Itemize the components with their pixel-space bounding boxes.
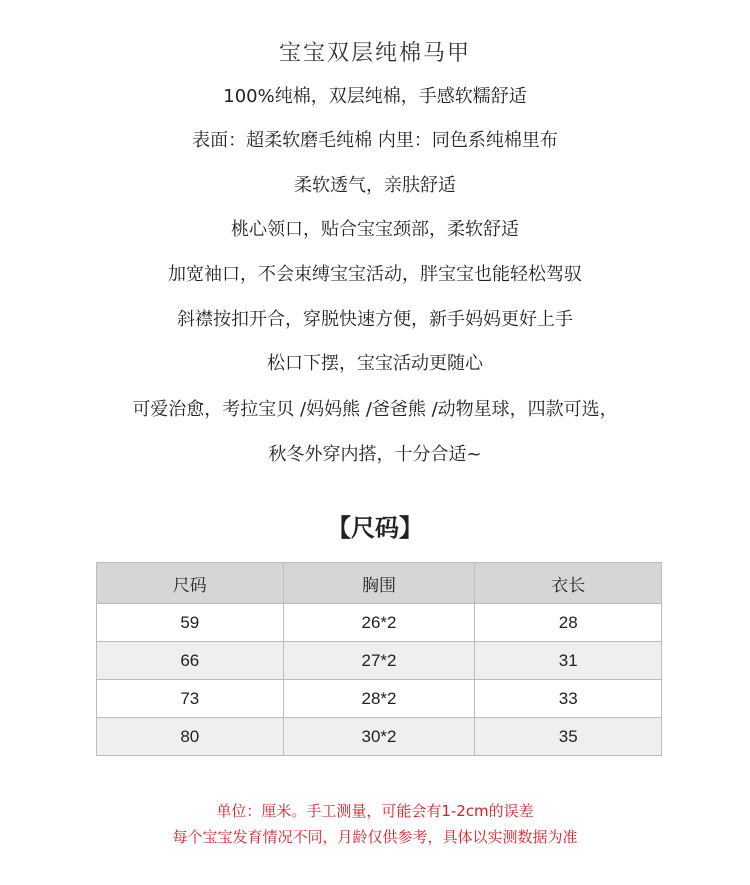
size-section-heading: 【尺码】 (327, 514, 423, 542)
description-line: 秋冬外穿内搭，十分合适~ (268, 444, 482, 465)
cell-size: 59 (97, 604, 284, 642)
cell-length: 35 (475, 718, 662, 756)
header-chest: 胸围 (283, 563, 475, 604)
cell-length: 31 (475, 642, 662, 680)
table-row (97, 680, 662, 718)
description-line: 表面：超柔软磨毛纯棉 内里：同色系纯棉里布 (192, 130, 558, 151)
cell-length: 28 (475, 604, 662, 642)
cell-length: 33 (475, 680, 662, 718)
cell-size: 66 (97, 642, 284, 680)
product-title: 宝宝双层纯棉马甲 (278, 41, 471, 66)
size-table (96, 562, 662, 756)
description-line: 桃心领口，贴合宝宝颈部，柔软舒适 (231, 219, 519, 240)
description-line: 100%纯棉，双层纯棉，手感软糯舒适 (223, 86, 527, 107)
header-length: 衣长 (475, 563, 662, 604)
description-line: 柔软透气，亲肤舒适 (294, 175, 456, 196)
description-line: 斜襟按扣开合，穿脱快速方便，新手妈妈更好上手 (177, 309, 573, 330)
table-header-row (97, 563, 662, 604)
cell-chest: 30*2 (283, 718, 475, 756)
description-line: 加宽袖口，不会束缚宝宝活动，胖宝宝也能轻松驾驭 (168, 264, 582, 285)
header-size: 尺码 (97, 563, 284, 604)
unit-note: 单位：厘米。手工测量，可能会有1-2cm的误差 (216, 802, 534, 820)
description-line: 可爱治愈，考拉宝贝 /妈妈熊 /爸爸熊 /动物星球，四款可选， (132, 399, 618, 420)
table-row (97, 642, 662, 680)
description-line: 松口下摆，宝宝活动更随心 (267, 353, 483, 374)
cell-size: 80 (97, 718, 284, 756)
cell-size: 73 (97, 680, 284, 718)
cell-chest: 27*2 (283, 642, 475, 680)
table-row (97, 604, 662, 642)
cell-chest: 26*2 (283, 604, 475, 642)
cell-chest: 28*2 (283, 680, 475, 718)
table-row (97, 718, 662, 756)
age-reference-note: 每个宝宝发育情况不同，月龄仅供参考，具体以实测数据为准 (172, 828, 578, 846)
